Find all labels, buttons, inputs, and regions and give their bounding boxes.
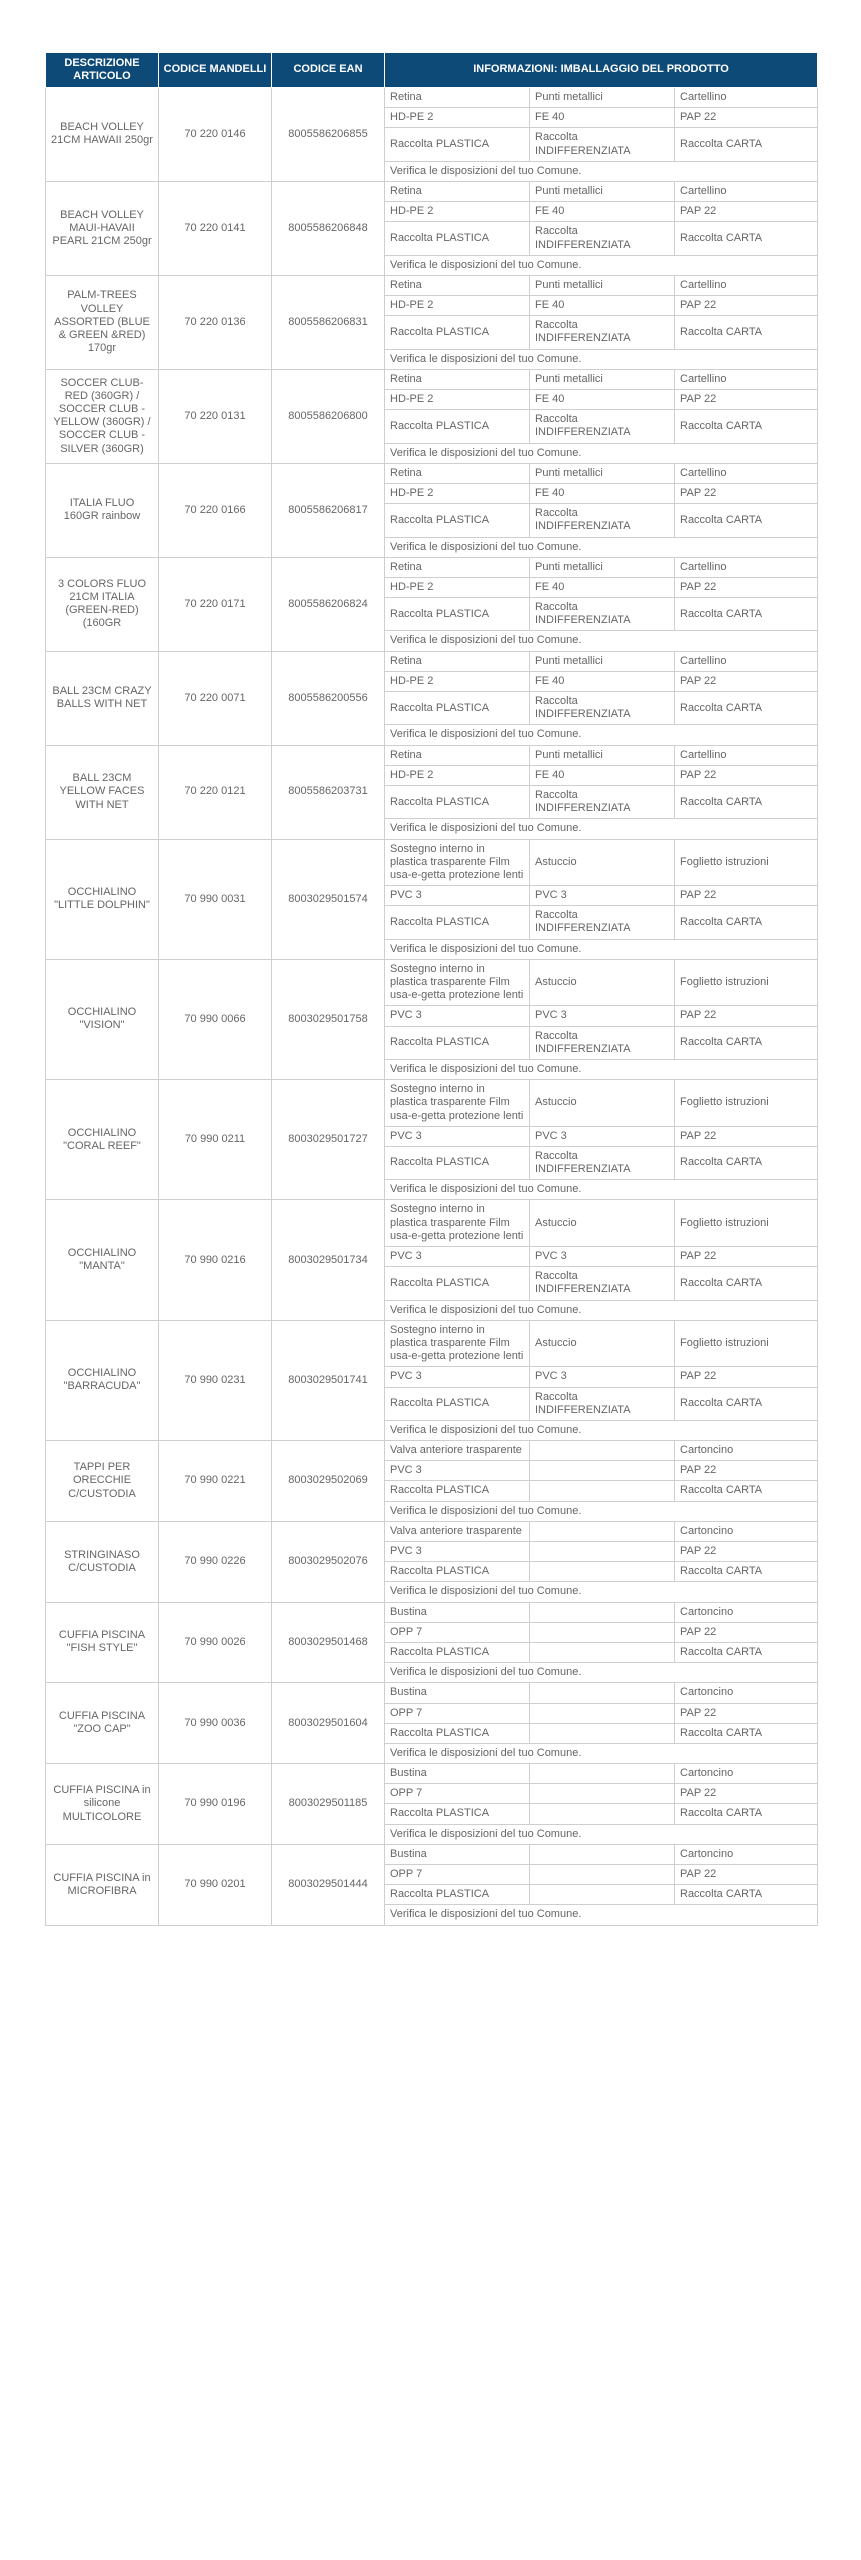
header-ean-code: CODICE EAN bbox=[272, 53, 385, 88]
municipal-disposal-note: Verifica le disposizioni del tuo Comune. bbox=[385, 1582, 818, 1602]
product-description: OCCHIALINO "MANTA" bbox=[46, 1200, 159, 1320]
packaging-info-cell: Foglietto istruzioni bbox=[675, 1320, 818, 1367]
table-row bbox=[46, 1080, 818, 1127]
product-ean-code: 8003029502076 bbox=[272, 1521, 385, 1602]
product-description: PALM-TREES VOLLEY ASSORTED (BLUE & GREEN &RED) 170gr bbox=[46, 275, 159, 369]
table-row bbox=[46, 1521, 818, 1541]
packaging-info-cell: OPP 7 bbox=[385, 1703, 530, 1723]
product-description: TAPPI PER ORECCHIE C/CUSTODIA bbox=[46, 1441, 159, 1522]
packaging-info-cell: Punti metallici bbox=[530, 275, 675, 295]
product-mandelli-code: 70 990 0221 bbox=[159, 1441, 272, 1522]
packaging-info-cell: HD-PE 2 bbox=[385, 577, 530, 597]
packaging-info-cell: PVC 3 bbox=[385, 1247, 530, 1267]
product-mandelli-code: 70 220 0146 bbox=[159, 88, 272, 182]
packaging-info-cell: FE 40 bbox=[530, 577, 675, 597]
packaging-info-cell: Sostegno interno in plastica trasparente Film usa-e-getta protezione lenti bbox=[385, 1200, 530, 1247]
table-row bbox=[46, 557, 818, 577]
table-row bbox=[46, 88, 818, 108]
product-description: CUFFIA PISCINA "ZOO CAP" bbox=[46, 1683, 159, 1764]
packaging-info-cell bbox=[530, 1804, 675, 1824]
packaging-info-cell: Retina bbox=[385, 369, 530, 389]
packaging-info-cell: Sostegno interno in plastica trasparente Film usa-e-getta protezione lenti bbox=[385, 1320, 530, 1367]
packaging-info-cell: Raccolta PLASTICA bbox=[385, 1146, 530, 1179]
packaging-info-cell: Punti metallici bbox=[530, 463, 675, 483]
packaging-info-cell: Raccolta INDIFFERENZIATA bbox=[530, 128, 675, 161]
packaging-info-cell: Valva anteriore trasparente bbox=[385, 1521, 530, 1541]
table-row bbox=[46, 745, 818, 765]
product-ean-code: 8003029501727 bbox=[272, 1080, 385, 1200]
product-description: SOCCER CLUB-RED (360GR) / SOCCER CLUB -YELLOW (360GR) / SOCCER CLUB -SILVER (360GR) bbox=[46, 369, 159, 463]
packaging-info-cell: HD-PE 2 bbox=[385, 765, 530, 785]
packaging-info-cell: PAP 22 bbox=[675, 886, 818, 906]
product-description: OCCHIALINO "LITTLE DOLPHIN" bbox=[46, 839, 159, 959]
product-description: CUFFIA PISCINA in MICROFIBRA bbox=[46, 1844, 159, 1925]
product-mandelli-code: 70 990 0036 bbox=[159, 1683, 272, 1764]
product-mandelli-code: 70 990 0196 bbox=[159, 1764, 272, 1845]
table-row bbox=[46, 369, 818, 389]
product-ean-code: 8003029501444 bbox=[272, 1844, 385, 1925]
packaging-info-cell: Raccolta INDIFFERENZIATA bbox=[530, 410, 675, 443]
packaging-info-cell: Bustina bbox=[385, 1764, 530, 1784]
municipal-disposal-note: Verifica le disposizioni del tuo Comune. bbox=[385, 255, 818, 275]
packaging-info-cell bbox=[530, 1683, 675, 1703]
packaging-info-cell bbox=[530, 1723, 675, 1743]
table-body bbox=[46, 88, 818, 1926]
packaging-info-cell: Retina bbox=[385, 88, 530, 108]
packaging-info-cell: Raccolta CARTA bbox=[675, 1804, 818, 1824]
packaging-info-cell: PVC 3 bbox=[530, 1126, 675, 1146]
packaging-info-cell: Bustina bbox=[385, 1683, 530, 1703]
packaging-info-cell bbox=[530, 1461, 675, 1481]
packaging-info-cell: Foglietto istruzioni bbox=[675, 839, 818, 886]
packaging-info-cell: Raccolta PLASTICA bbox=[385, 504, 530, 537]
packaging-info-cell: Astuccio bbox=[530, 1320, 675, 1367]
packaging-info-cell: Raccolta CARTA bbox=[675, 410, 818, 443]
packaging-info-cell: PVC 3 bbox=[385, 1367, 530, 1387]
packaging-info-cell: HD-PE 2 bbox=[385, 483, 530, 503]
packaging-info-cell: Raccolta CARTA bbox=[675, 128, 818, 161]
packaging-info-cell: Raccolta CARTA bbox=[675, 1267, 818, 1300]
municipal-disposal-note: Verifica le disposizioni del tuo Comune. bbox=[385, 1663, 818, 1683]
packaging-info-cell: Raccolta CARTA bbox=[675, 1481, 818, 1501]
municipal-disposal-note: Verifica le disposizioni del tuo Comune. bbox=[385, 1824, 818, 1844]
product-mandelli-code: 70 220 0136 bbox=[159, 275, 272, 369]
product-mandelli-code: 70 220 0131 bbox=[159, 369, 272, 463]
packaging-info-cell: Raccolta PLASTICA bbox=[385, 1804, 530, 1824]
table-row bbox=[46, 181, 818, 201]
product-mandelli-code: 70 220 0071 bbox=[159, 651, 272, 745]
packaging-info-cell: Raccolta CARTA bbox=[675, 1642, 818, 1662]
table-row bbox=[46, 1441, 818, 1461]
packaging-info-cell: Sostegno interno in plastica trasparente Film usa-e-getta protezione lenti bbox=[385, 1080, 530, 1127]
packaging-info-cell: PVC 3 bbox=[385, 1126, 530, 1146]
municipal-disposal-note: Verifica le disposizioni del tuo Comune. bbox=[385, 537, 818, 557]
product-ean-code: 8005586206824 bbox=[272, 557, 385, 651]
packaging-info-cell: Raccolta CARTA bbox=[675, 1562, 818, 1582]
product-description: OCCHIALINO "CORAL REEF" bbox=[46, 1080, 159, 1200]
product-mandelli-code: 70 220 0121 bbox=[159, 745, 272, 839]
header-packaging-info: INFORMAZIONI: IMBALLAGGIO DEL PRODOTTO bbox=[385, 53, 818, 88]
packaging-info-cell: PVC 3 bbox=[385, 1542, 530, 1562]
packaging-info-cell: Astuccio bbox=[530, 839, 675, 886]
packaging-info-cell: Cartellino bbox=[675, 463, 818, 483]
table-row bbox=[46, 651, 818, 671]
packaging-info-cell: PVC 3 bbox=[530, 1247, 675, 1267]
packaging-info-cell: Raccolta PLASTICA bbox=[385, 1026, 530, 1059]
packaging-info-cell: PAP 22 bbox=[675, 1865, 818, 1885]
product-mandelli-code: 70 990 0031 bbox=[159, 839, 272, 959]
packaging-info-cell: Cartoncino bbox=[675, 1441, 818, 1461]
packaging-info-cell: Raccolta CARTA bbox=[675, 316, 818, 349]
table-row bbox=[46, 275, 818, 295]
packaging-info-cell: PVC 3 bbox=[530, 886, 675, 906]
product-description: BEACH VOLLEY MAUI-HAVAII PEARL 21CM 250gr bbox=[46, 181, 159, 275]
packaging-info-cell: HD-PE 2 bbox=[385, 202, 530, 222]
product-description: OCCHIALINO "BARRACUDA" bbox=[46, 1320, 159, 1440]
product-ean-code: 8003029501758 bbox=[272, 959, 385, 1079]
municipal-disposal-note: Verifica le disposizioni del tuo Comune. bbox=[385, 939, 818, 959]
packaging-info-cell bbox=[530, 1562, 675, 1582]
packaging-info-cell: Raccolta INDIFFERENZIATA bbox=[530, 504, 675, 537]
packaging-info-cell: Raccolta CARTA bbox=[675, 222, 818, 255]
product-mandelli-code: 70 220 0166 bbox=[159, 463, 272, 557]
packaging-info-cell: Raccolta INDIFFERENZIATA bbox=[530, 316, 675, 349]
packaging-info-cell: Raccolta INDIFFERENZIATA bbox=[530, 1026, 675, 1059]
packaging-info-cell: Raccolta PLASTICA bbox=[385, 598, 530, 631]
product-description: CUFFIA PISCINA "FISH STYLE" bbox=[46, 1602, 159, 1683]
product-ean-code: 8003029501604 bbox=[272, 1683, 385, 1764]
packaging-info-cell: Retina bbox=[385, 275, 530, 295]
packaging-info-cell: PVC 3 bbox=[530, 1006, 675, 1026]
packaging-info-cell: Retina bbox=[385, 463, 530, 483]
packaging-info-cell bbox=[530, 1441, 675, 1461]
table-row bbox=[46, 1320, 818, 1367]
product-ean-code: 8003029502069 bbox=[272, 1441, 385, 1522]
product-description: OCCHIALINO "VISION" bbox=[46, 959, 159, 1079]
municipal-disposal-note: Verifica le disposizioni del tuo Comune. bbox=[385, 1905, 818, 1925]
packaging-info-cell: PAP 22 bbox=[675, 296, 818, 316]
packaging-info-cell: Foglietto istruzioni bbox=[675, 1200, 818, 1247]
product-ean-code: 8005586206817 bbox=[272, 463, 385, 557]
product-description: CUFFIA PISCINA in silicone MULTICOLORE bbox=[46, 1764, 159, 1845]
packaging-info-cell: HD-PE 2 bbox=[385, 296, 530, 316]
packaging-info-cell: HD-PE 2 bbox=[385, 671, 530, 691]
packaging-info-cell: FE 40 bbox=[530, 296, 675, 316]
packaging-info-cell: Raccolta INDIFFERENZIATA bbox=[530, 692, 675, 725]
table-row bbox=[46, 1683, 818, 1703]
packaging-info-cell: Raccolta INDIFFERENZIATA bbox=[530, 1146, 675, 1179]
municipal-disposal-note: Verifica le disposizioni del tuo Comune. bbox=[385, 1300, 818, 1320]
municipal-disposal-note: Verifica le disposizioni del tuo Comune. bbox=[385, 819, 818, 839]
packaging-info-cell bbox=[530, 1542, 675, 1562]
packaging-info-cell: Raccolta PLASTICA bbox=[385, 1267, 530, 1300]
packaging-info-cell: PVC 3 bbox=[385, 886, 530, 906]
packaging-info-cell: Raccolta PLASTICA bbox=[385, 1387, 530, 1420]
packaging-info-cell: PAP 22 bbox=[675, 1006, 818, 1026]
table-row bbox=[46, 839, 818, 886]
product-ean-code: 8003029501468 bbox=[272, 1602, 385, 1683]
packaging-info-cell: Cartoncino bbox=[675, 1602, 818, 1622]
municipal-disposal-note: Verifica le disposizioni del tuo Comune. bbox=[385, 161, 818, 181]
product-mandelli-code: 70 990 0226 bbox=[159, 1521, 272, 1602]
packaging-info-cell: Raccolta PLASTICA bbox=[385, 128, 530, 161]
packaging-info-cell: Raccolta PLASTICA bbox=[385, 410, 530, 443]
packaging-info-cell: Raccolta PLASTICA bbox=[385, 316, 530, 349]
product-description: BALL 23CM YELLOW FACES WITH NET bbox=[46, 745, 159, 839]
packaging-info-cell: PAP 22 bbox=[675, 1247, 818, 1267]
product-ean-code: 8003029501574 bbox=[272, 839, 385, 959]
header-description: DESCRIZIONE ARTICOLO bbox=[46, 53, 159, 88]
table-header-row bbox=[46, 53, 818, 88]
product-mandelli-code: 70 990 0066 bbox=[159, 959, 272, 1079]
packaging-info-cell: Cartellino bbox=[675, 557, 818, 577]
municipal-disposal-note: Verifica le disposizioni del tuo Comune. bbox=[385, 349, 818, 369]
packaging-info-cell bbox=[530, 1602, 675, 1622]
packaging-info-cell: Retina bbox=[385, 181, 530, 201]
product-mandelli-code: 70 990 0216 bbox=[159, 1200, 272, 1320]
product-description: BALL 23CM CRAZY BALLS WITH NET bbox=[46, 651, 159, 745]
product-mandelli-code: 70 990 0026 bbox=[159, 1602, 272, 1683]
packaging-info-cell: Raccolta PLASTICA bbox=[385, 1642, 530, 1662]
packaging-info-cell: Raccolta INDIFFERENZIATA bbox=[530, 1387, 675, 1420]
packaging-info-cell: Raccolta CARTA bbox=[675, 1723, 818, 1743]
municipal-disposal-note: Verifica le disposizioni del tuo Comune. bbox=[385, 1501, 818, 1521]
packaging-info-cell: Raccolta CARTA bbox=[675, 785, 818, 818]
packaging-info-cell: Cartoncino bbox=[675, 1683, 818, 1703]
table-row bbox=[46, 1764, 818, 1784]
product-mandelli-code: 70 990 0231 bbox=[159, 1320, 272, 1440]
packaging-info-cell: PVC 3 bbox=[385, 1006, 530, 1026]
packaging-info-cell: Cartoncino bbox=[675, 1844, 818, 1864]
table-row bbox=[46, 1602, 818, 1622]
packaging-info-cell: PAP 22 bbox=[675, 483, 818, 503]
packaging-info-cell: FE 40 bbox=[530, 202, 675, 222]
packaging-info-cell: FE 40 bbox=[530, 390, 675, 410]
packaging-info-cell: Punti metallici bbox=[530, 88, 675, 108]
packaging-info-cell: Raccolta INDIFFERENZIATA bbox=[530, 906, 675, 939]
packaging-info-cell: Bustina bbox=[385, 1602, 530, 1622]
packaging-info-cell: PAP 22 bbox=[675, 1126, 818, 1146]
municipal-disposal-note: Verifica le disposizioni del tuo Comune. bbox=[385, 631, 818, 651]
packaging-info-cell bbox=[530, 1784, 675, 1804]
packaging-info-cell: Astuccio bbox=[530, 1200, 675, 1247]
packaging-info-cell: Cartellino bbox=[675, 745, 818, 765]
packaging-info-cell: Sostegno interno in plastica trasparente Film usa-e-getta protezione lenti bbox=[385, 959, 530, 1006]
municipal-disposal-note: Verifica le disposizioni del tuo Comune. bbox=[385, 1420, 818, 1440]
table-row bbox=[46, 959, 818, 1006]
municipal-disposal-note: Verifica le disposizioni del tuo Comune. bbox=[385, 1180, 818, 1200]
packaging-info-cell: Foglietto istruzioni bbox=[675, 959, 818, 1006]
packaging-info-cell: Cartellino bbox=[675, 88, 818, 108]
packaging-info-cell: Raccolta INDIFFERENZIATA bbox=[530, 1267, 675, 1300]
packaging-info-cell: PAP 22 bbox=[675, 1461, 818, 1481]
packaging-info-cell: PAP 22 bbox=[675, 1542, 818, 1562]
packaging-info-cell: PAP 22 bbox=[675, 765, 818, 785]
packaging-info-cell: PAP 22 bbox=[675, 1784, 818, 1804]
packaging-info-cell bbox=[530, 1844, 675, 1864]
packaging-info-cell: Punti metallici bbox=[530, 651, 675, 671]
municipal-disposal-note: Verifica le disposizioni del tuo Comune. bbox=[385, 1059, 818, 1079]
packaging-info-cell: Punti metallici bbox=[530, 557, 675, 577]
packaging-info-cell: Retina bbox=[385, 745, 530, 765]
packaging-info-cell: Valva anteriore trasparente bbox=[385, 1441, 530, 1461]
packaging-info-cell bbox=[530, 1703, 675, 1723]
packaging-info-cell: Raccolta PLASTICA bbox=[385, 785, 530, 818]
product-ean-code: 8005586206800 bbox=[272, 369, 385, 463]
packaging-info-cell bbox=[530, 1622, 675, 1642]
packaging-info-cell: Punti metallici bbox=[530, 181, 675, 201]
packaging-info-cell: Cartellino bbox=[675, 369, 818, 389]
packaging-info-cell: FE 40 bbox=[530, 765, 675, 785]
product-ean-code: 8003029501734 bbox=[272, 1200, 385, 1320]
packaging-info-cell: Raccolta PLASTICA bbox=[385, 906, 530, 939]
packaging-info-cell bbox=[530, 1865, 675, 1885]
packaging-info-cell: OPP 7 bbox=[385, 1865, 530, 1885]
packaging-info-cell: Astuccio bbox=[530, 1080, 675, 1127]
packaging-info-cell: Raccolta PLASTICA bbox=[385, 1885, 530, 1905]
packaging-info-cell: FE 40 bbox=[530, 108, 675, 128]
product-mandelli-code: 70 990 0201 bbox=[159, 1844, 272, 1925]
packaging-info-cell: Raccolta CARTA bbox=[675, 1026, 818, 1059]
packaging-info-cell: HD-PE 2 bbox=[385, 108, 530, 128]
municipal-disposal-note: Verifica le disposizioni del tuo Comune. bbox=[385, 1743, 818, 1763]
packaging-info-cell: Cartoncino bbox=[675, 1521, 818, 1541]
product-description: ITALIA FLUO 160GR rainbow bbox=[46, 463, 159, 557]
product-mandelli-code: 70 990 0211 bbox=[159, 1080, 272, 1200]
packaging-info-table bbox=[45, 52, 818, 1926]
packaging-info-cell: Raccolta INDIFFERENZIATA bbox=[530, 598, 675, 631]
packaging-info-cell: Bustina bbox=[385, 1844, 530, 1864]
packaging-info-cell: PAP 22 bbox=[675, 577, 818, 597]
packaging-info-cell: Cartellino bbox=[675, 651, 818, 671]
packaging-info-cell: Raccolta CARTA bbox=[675, 504, 818, 537]
packaging-info-cell: Retina bbox=[385, 557, 530, 577]
packaging-info-cell: PAP 22 bbox=[675, 108, 818, 128]
packaging-info-cell: Sostegno interno in plastica trasparente Film usa-e-getta protezione lenti bbox=[385, 839, 530, 886]
packaging-info-cell: Cartellino bbox=[675, 181, 818, 201]
packaging-info-cell: OPP 7 bbox=[385, 1784, 530, 1804]
table-row bbox=[46, 463, 818, 483]
packaging-info-cell: Astuccio bbox=[530, 959, 675, 1006]
product-description: 3 COLORS FLUO 21CM ITALIA (GREEN-RED) (160GR bbox=[46, 557, 159, 651]
packaging-info-cell: PAP 22 bbox=[675, 671, 818, 691]
packaging-info-cell: Retina bbox=[385, 651, 530, 671]
packaging-info-cell: PAP 22 bbox=[675, 1703, 818, 1723]
product-mandelli-code: 70 220 0171 bbox=[159, 557, 272, 651]
packaging-info-cell: PAP 22 bbox=[675, 1367, 818, 1387]
packaging-info-cell bbox=[530, 1642, 675, 1662]
packaging-info-cell: PVC 3 bbox=[530, 1367, 675, 1387]
packaging-info-cell: Raccolta PLASTICA bbox=[385, 222, 530, 255]
packaging-info-cell: Cartellino bbox=[675, 275, 818, 295]
packaging-info-cell bbox=[530, 1481, 675, 1501]
header-mandelli-code: CODICE MANDELLI bbox=[159, 53, 272, 88]
packaging-info-cell: Raccolta CARTA bbox=[675, 1387, 818, 1420]
product-ean-code: 8005586206831 bbox=[272, 275, 385, 369]
packaging-info-cell: Punti metallici bbox=[530, 369, 675, 389]
product-ean-code: 8003029501741 bbox=[272, 1320, 385, 1440]
packaging-info-cell: Raccolta PLASTICA bbox=[385, 1562, 530, 1582]
packaging-info-cell: Raccolta CARTA bbox=[675, 1146, 818, 1179]
packaging-info-cell: Foglietto istruzioni bbox=[675, 1080, 818, 1127]
product-ean-code: 8005586200556 bbox=[272, 651, 385, 745]
packaging-info-cell bbox=[530, 1521, 675, 1541]
packaging-info-cell: FE 40 bbox=[530, 671, 675, 691]
product-ean-code: 8005586206855 bbox=[272, 88, 385, 182]
packaging-info-cell bbox=[530, 1764, 675, 1784]
product-description: BEACH VOLLEY 21CM HAWAII 250gr bbox=[46, 88, 159, 182]
packaging-info-cell: Cartoncino bbox=[675, 1764, 818, 1784]
packaging-info-cell: Raccolta CARTA bbox=[675, 692, 818, 725]
packaging-info-cell: Raccolta CARTA bbox=[675, 598, 818, 631]
municipal-disposal-note: Verifica le disposizioni del tuo Comune. bbox=[385, 443, 818, 463]
packaging-info-cell: Raccolta INDIFFERENZIATA bbox=[530, 222, 675, 255]
packaging-info-cell: Raccolta CARTA bbox=[675, 1885, 818, 1905]
product-ean-code: 8005586206848 bbox=[272, 181, 385, 275]
packaging-info-cell: FE 40 bbox=[530, 483, 675, 503]
packaging-info-cell: PAP 22 bbox=[675, 202, 818, 222]
table-row bbox=[46, 1844, 818, 1864]
packaging-info-cell: HD-PE 2 bbox=[385, 390, 530, 410]
product-ean-code: 8003029501185 bbox=[272, 1764, 385, 1845]
product-description: STRINGINASO C/CUSTODIA bbox=[46, 1521, 159, 1602]
packaging-info-cell: PAP 22 bbox=[675, 390, 818, 410]
packaging-info-cell: Punti metallici bbox=[530, 745, 675, 765]
packaging-info-cell: PAP 22 bbox=[675, 1622, 818, 1642]
packaging-info-cell: Raccolta PLASTICA bbox=[385, 1723, 530, 1743]
packaging-info-cell: OPP 7 bbox=[385, 1622, 530, 1642]
packaging-info-cell: Raccolta INDIFFERENZIATA bbox=[530, 785, 675, 818]
product-mandelli-code: 70 220 0141 bbox=[159, 181, 272, 275]
packaging-info-cell: Raccolta PLASTICA bbox=[385, 1481, 530, 1501]
packaging-info-cell: Raccolta PLASTICA bbox=[385, 692, 530, 725]
packaging-info-cell: PVC 3 bbox=[385, 1461, 530, 1481]
municipal-disposal-note: Verifica le disposizioni del tuo Comune. bbox=[385, 725, 818, 745]
table-row bbox=[46, 1200, 818, 1247]
packaging-info-cell bbox=[530, 1885, 675, 1905]
packaging-info-cell: Raccolta CARTA bbox=[675, 906, 818, 939]
product-ean-code: 8005586203731 bbox=[272, 745, 385, 839]
